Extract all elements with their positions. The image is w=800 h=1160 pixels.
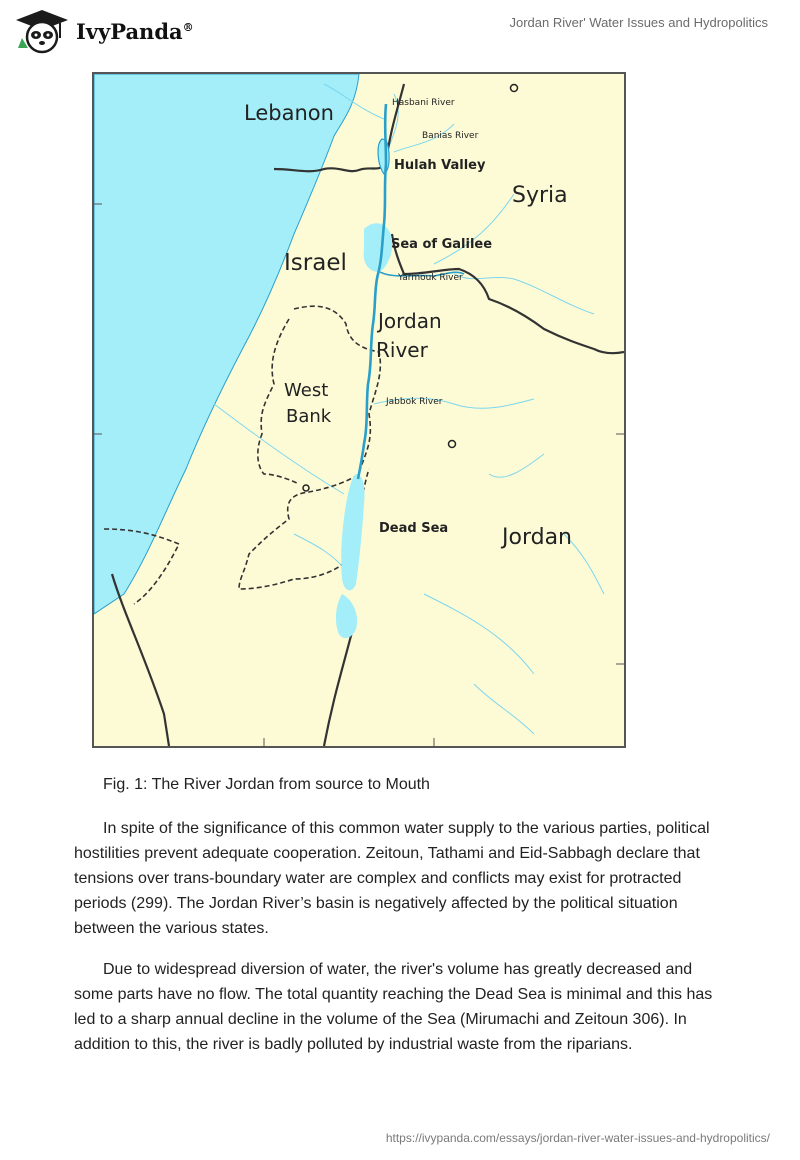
label-israel: Israel [284, 250, 347, 276]
label-yarmouk-river: Yarmouk River [398, 273, 463, 283]
label-hasbani-river: Hasbani River [392, 98, 455, 108]
brand-logo[interactable] [14, 8, 194, 54]
figure-caption: Fig. 1: The River Jordan from source to Mouth [103, 776, 430, 793]
label-west-bank-1: West [284, 380, 329, 401]
brand-name: IvyPanda® [76, 18, 194, 44]
panda-logo-icon [14, 8, 70, 54]
paragraph-2: Due to widespread diversion of water, the river's volume has greatly decreased and some parts have no flow. The total quantity reaching the Dead Sea is minimal and this has led to a sharp annual decline in the volume of the Sea (Mirumachi and Zeitoun 306). In addition to this, the river is badly polluted by industrial waste from the riparians. [74, 961, 713, 1053]
label-jabbok-river: Jabbok River [386, 397, 443, 407]
label-dead-sea: Dead Sea [379, 521, 449, 536]
label-lebanon: Lebanon [244, 101, 334, 125]
paragraph-1: In spite of the significance of this common water supply to the various parties, political hostilities prevent adequate cooperation. Zeitoun, Tathami and Eid-Sabbagh declare that tensions over trans-boundary water are complex and conflicts may exist for protracted periods (299). The Jordan River’s basin is negatively affected by the political situation between the various states. [74, 820, 710, 937]
map-illustration [94, 74, 624, 746]
label-syria: Syria [512, 183, 568, 208]
label-jordan-river-1: Jordan [378, 309, 442, 333]
label-banias-river: Banias River [422, 131, 479, 141]
label-sea-of-galilee: Sea of Galilee [391, 237, 493, 252]
label-west-bank-2: Bank [286, 406, 332, 427]
footer-source-url[interactable]: https://ivypanda.com/essays/jordan-river-water-issues-and-hydropolitics/ [385, 1131, 770, 1145]
jordan-river-map [92, 72, 626, 748]
page-header-title: Jordan River' Water Issues and Hydropolitics [509, 15, 768, 30]
label-jordan: Jordan [502, 525, 572, 550]
label-hulah-valley: Hulah Valley [394, 158, 486, 173]
label-jordan-river-2: River [376, 338, 428, 362]
